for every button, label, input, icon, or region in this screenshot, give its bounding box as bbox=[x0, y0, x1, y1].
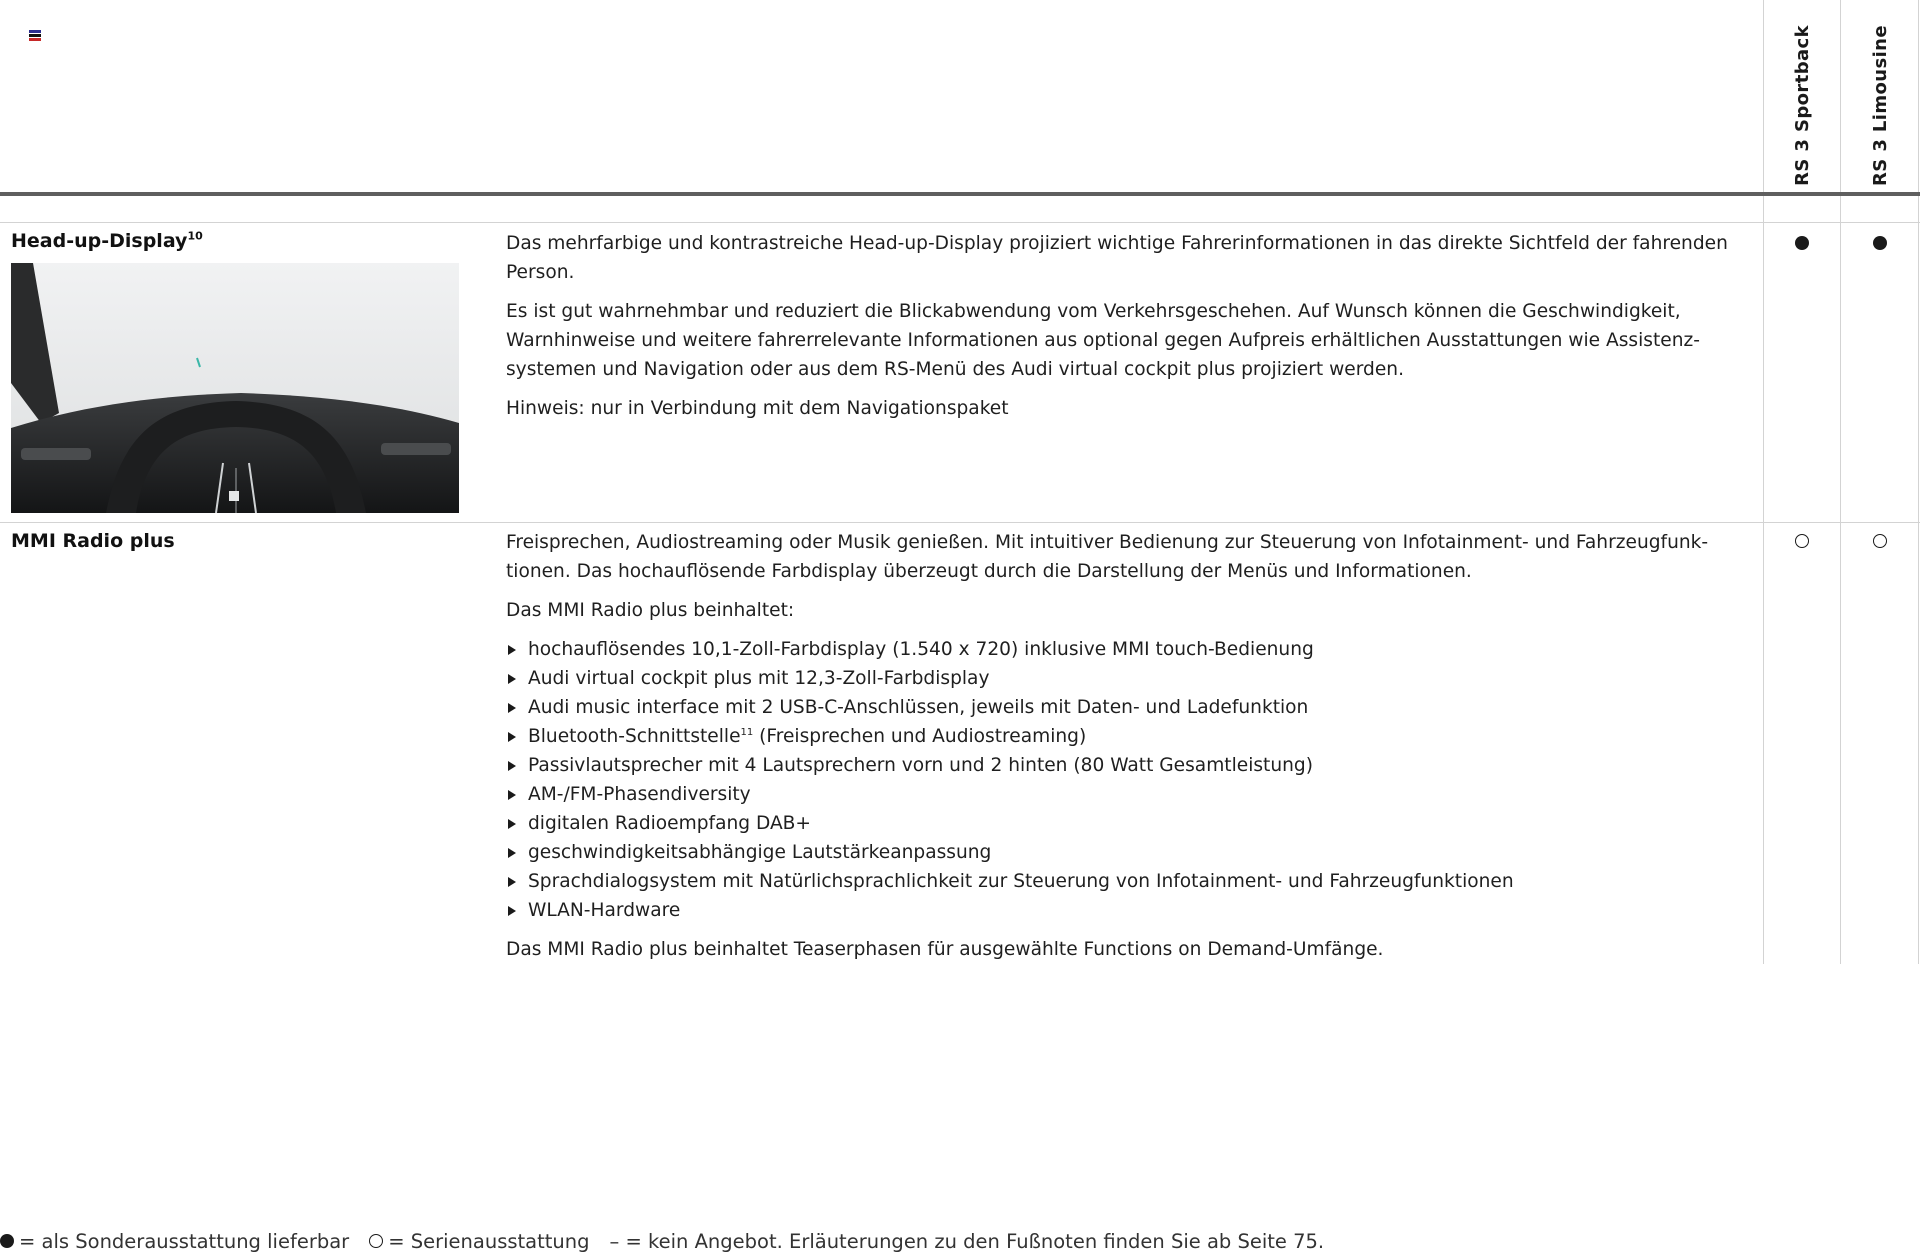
feature-list bbox=[506, 635, 1742, 925]
footnote-marker: 10 bbox=[187, 229, 203, 243]
list-item: Audi virtual cockpit plus mit 12,3-Zoll-Farbdisplay bbox=[506, 664, 1742, 693]
list-item: Passivlautsprecher mit 4 Lautsprechern vorn und 2 hinten (80 Watt Gesamtleistung) bbox=[506, 751, 1742, 780]
hollow-circle-icon bbox=[369, 1234, 383, 1248]
availability-standard-sportback bbox=[1795, 534, 1809, 548]
availability-standard-limousine bbox=[1873, 534, 1887, 548]
description-note: Hinweis: nur in Verbindung mit dem Navigationspaket bbox=[506, 398, 1009, 419]
list-item: Sprachdialogsystem mit Natürlichsprachlichkeit zur Steuerung von Infotainment- und Fahrzeugfunktionen bbox=[506, 867, 1742, 896]
legend-optional-text: = als Sonderausstattung lieferbar bbox=[19, 1229, 350, 1253]
availability-optional-sportback bbox=[1795, 236, 1809, 250]
head-up-display-description bbox=[506, 229, 1742, 433]
legend-none bbox=[610, 1230, 1325, 1253]
legend-standard-text: = Serienausstattung bbox=[388, 1229, 590, 1253]
filled-circle-icon bbox=[0, 1234, 14, 1248]
row-divider bbox=[0, 222, 1920, 223]
feature-title-text: Head-up-Display bbox=[11, 230, 188, 252]
availability-optional-limousine bbox=[1873, 236, 1887, 250]
legend-standard bbox=[369, 1230, 589, 1253]
list-item: hochauflösendes 10,1-Zoll-Farbdisplay (1.540 x 720) inklusive MMI touch-Bedienung bbox=[506, 635, 1742, 664]
feature-title-head-up-display bbox=[11, 230, 203, 252]
list-item: geschwindigkeitsabhängige Lautstärkeanpassung bbox=[506, 838, 1742, 867]
header-rule bbox=[0, 192, 1920, 196]
feature-title-mmi-radio-plus bbox=[11, 530, 175, 552]
description-paragraph: Das MMI Radio plus beinhaltet Teaserphasen für ausgewählte Functions on Demand-Umfänge. bbox=[506, 939, 1384, 960]
column-header-label: RS 3 Limousine bbox=[1869, 25, 1891, 186]
column-divider bbox=[1840, 0, 1841, 964]
row-divider bbox=[0, 522, 1920, 523]
column-divider bbox=[1918, 0, 1919, 964]
list-heading: Das MMI Radio plus beinhaltet: bbox=[506, 600, 795, 621]
feature-title-text: MMI Radio plus bbox=[11, 530, 175, 552]
menu-icon[interactable] bbox=[29, 30, 41, 42]
description-paragraph: Das mehrfarbige und kontrastreiche Head-up-Display projiziert wichtige Fahrerinformationen in das direkte Sichtfeld der fahrenden Person. bbox=[506, 233, 1728, 283]
column-header-limousine bbox=[1842, 16, 1918, 186]
legend-none-text: – = kein Angebot. Erläuterungen zu den Fußnoten finden Sie ab Seite 75. bbox=[609, 1229, 1325, 1253]
description-paragraph: Freisprechen, Audiostreaming oder Musik genießen. Mit intuitiver Bedienung zur Steuerung von Infotainment- und Fahrzeugfunk-tionen. Das hochauflösende Farbdisplay überzeugt durch die Darstellung der Menüs und Informationen. bbox=[506, 532, 1709, 582]
footnote-marker: 11 bbox=[740, 726, 754, 738]
description-paragraph: Es ist gut wahrnehmbar und reduziert die Blickabwendung vom Verkehrsgeschehen. Auf Wunsch können die Geschwindigkeit, Warnhinweise und weitere fahrerrelevante Informationen aus optional gegen Aufpreis erhältlichen Ausstattungen wie Assistenz-systemen und Navigation oder aus dem RS-Menü des Audi virtual cockpit plus projiziert werden. bbox=[506, 301, 1700, 380]
mmi-radio-plus-description bbox=[506, 528, 1742, 974]
column-header-sportback bbox=[1764, 16, 1840, 186]
list-item: WLAN-Hardware bbox=[506, 896, 1742, 925]
column-header-label: RS 3 Sportback bbox=[1791, 25, 1813, 186]
legend bbox=[0, 1226, 1344, 1256]
list-item: Bluetooth-Schnittstelle$^{11}$ (Freisprechen und Audiostreaming) bbox=[506, 722, 1742, 751]
list-item: Audi music interface mit 2 USB-C-Anschlüssen, jeweils mit Daten- und Ladefunktion bbox=[506, 693, 1742, 722]
list-item: AM-/FM-Phasendiversity bbox=[506, 780, 1742, 809]
list-item: digitalen Radioempfang DAB+ bbox=[506, 809, 1742, 838]
legend-optional bbox=[0, 1230, 349, 1253]
head-up-display-image bbox=[11, 263, 459, 513]
